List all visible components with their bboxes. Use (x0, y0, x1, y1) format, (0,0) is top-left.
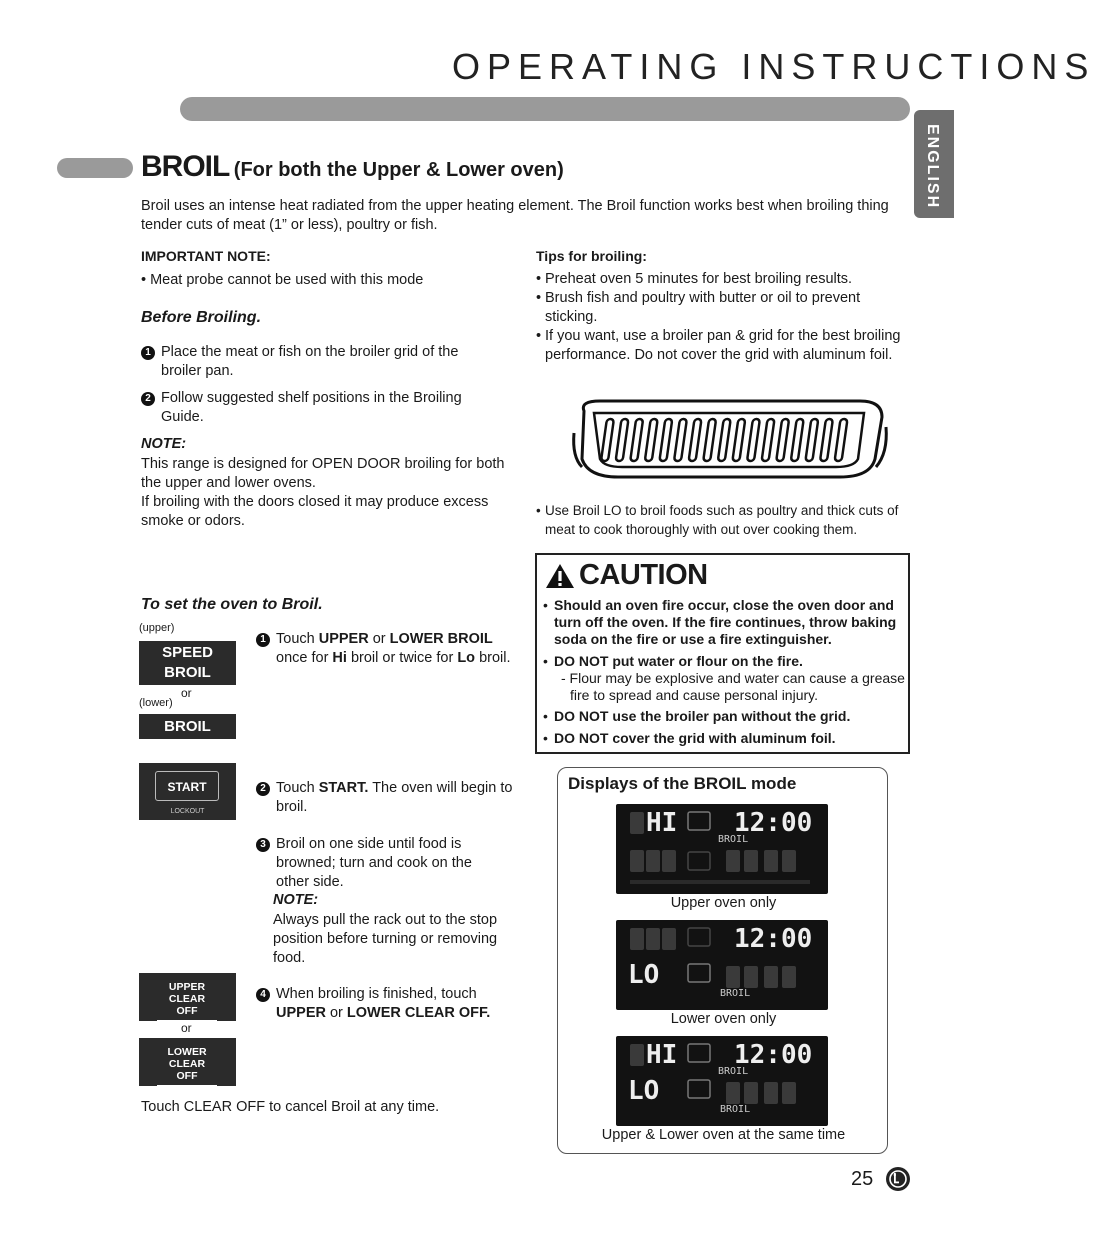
display-caption: Upper & Lower oven at the same time (601, 1127, 846, 1143)
display-mode: BROIL (720, 988, 751, 999)
before-step-text: Follow suggested shelf positions in the Broiling Guide. (161, 390, 462, 425)
display-mode: BROIL (718, 1066, 749, 1077)
before-step-1 (141, 343, 501, 381)
step-number: 4 (256, 988, 270, 1002)
broiler-pan-illustration (570, 397, 890, 483)
section-pill (57, 158, 133, 178)
step-number: 2 (256, 782, 270, 796)
broil-button[interactable]: BROIL (139, 714, 236, 739)
display-hi: HI (646, 808, 678, 838)
display-mode: BROIL (718, 834, 749, 845)
speed-broil-button[interactable]: SPEED BROIL (139, 641, 236, 685)
tip-item: • Preheat oven 5 minutes for best broiling results. (536, 270, 906, 289)
caution-sub-item: - Flour may be explosive and water can cause a grease fire to spread and cause personal injury. (561, 670, 905, 703)
set-step-3-text: Broil on one side until food is browned; turn and cook on the other side. (276, 836, 472, 890)
warning-icon (545, 563, 575, 589)
start-button[interactable]: START LOCKOUT (139, 763, 236, 820)
important-heading: IMPORTANT NOTE: (141, 248, 271, 264)
display-lo: LO (628, 960, 660, 990)
lg-logo-icon (885, 1166, 911, 1192)
tips-list (536, 270, 906, 365)
step3-note-heading: NOTE: (273, 892, 319, 908)
set-step-4 (256, 985, 518, 1023)
upper-label: (upper) (139, 622, 175, 634)
clear-off-footer: Touch CLEAR OFF to cancel Broil at any time. (141, 1099, 440, 1115)
set-step-3 (256, 835, 506, 892)
set-step-4-text: When broiling is finished, touch UPPER or LOWER CLEAR OFF. (276, 986, 491, 1021)
display-caption: Upper oven only (670, 895, 777, 911)
display-panel-lower (616, 920, 828, 1010)
display-time: 12:00 (734, 1040, 813, 1070)
or-label: or (181, 686, 192, 700)
important-item: • Meat probe cannot be used with this mode (141, 272, 424, 288)
caution-list (543, 597, 905, 752)
display-hi: HI (646, 1040, 678, 1070)
lower-label: (lower) (139, 697, 173, 709)
set-step-2 (256, 779, 518, 817)
displays-box (557, 767, 888, 1154)
before-step-2 (141, 389, 501, 427)
step-number: 1 (141, 346, 155, 360)
display-mode: BROIL (720, 1104, 751, 1115)
displays-heading: Displays of the BROIL mode (568, 774, 797, 793)
before-note-text-2: If broiling with the doors closed it may produce excess smoke or odors. (141, 494, 489, 529)
before-note-heading: NOTE: (141, 436, 187, 452)
page-number: 25 (851, 1168, 874, 1190)
section-title (141, 150, 564, 184)
section-title-sub: (For both the Upper & Lower oven) (233, 159, 564, 181)
set-step-2-text: Touch START. The oven will begin to broil. (276, 780, 513, 815)
tip-item: • Brush fish and poultry with butter or oil to prevent sticking. (536, 289, 906, 327)
broil-lo-note: • Use Broil LO to broil foods such as poultry and thick cuts of meat to cook thoroughly with out over cooking them. (536, 501, 906, 539)
lockout-label: LOCKOUT (170, 808, 205, 815)
display-panel-both (616, 1036, 828, 1126)
intro-text: Broil uses an intense heat radiated from the upper heating element. The Broil function works best when broiling thing tender cuts of meat (1” or less), poultry or fish. (141, 198, 889, 233)
caution-item: • Should an oven fire occur, close the oven door and turn off the oven. If the fire continues, throw baking soda on the fire or use a fire extinguisher. (543, 597, 905, 648)
step-number: 2 (141, 392, 155, 406)
display-lo: LO (628, 1076, 660, 1106)
step-number: 3 (256, 838, 270, 852)
language-tab-label: ENGLISH (924, 124, 941, 210)
caution-item: • DO NOT put water or flour on the fire. - Flour may be explosive and water can cause a grease fire to spread and cause personal injury. (543, 653, 905, 704)
lower-clear-off-button[interactable]: LOWER CLEAR OFF (139, 1038, 236, 1086)
tip-item: • If you want, use a broiler pan & grid for the best broiling performance. Do not cover the grid with aluminum foil. (536, 327, 906, 365)
set-oven-heading: To set the oven to Broil. (141, 596, 323, 613)
tips-heading: Tips for broiling: (536, 248, 647, 264)
page-title: OPERATING INSTRUCTIONS (452, 46, 1095, 87)
step-number: 1 (256, 633, 270, 647)
display-time: 12:00 (734, 924, 813, 954)
upper-clear-off-button[interactable]: UPPER CLEAR OFF (139, 973, 236, 1021)
before-note-text: This range is designed for OPEN DOOR broiling for both the upper and lower ovens. (141, 456, 505, 491)
caution-item: • DO NOT cover the grid with aluminum foil. (543, 730, 905, 747)
display-panel-upper (616, 804, 828, 894)
or-label: or (181, 1021, 192, 1035)
caution-item: • DO NOT use the broiler pan without the grid. (543, 708, 905, 725)
step3-note-text: Always pull the rack out to the stop position before turning or removing food. (273, 912, 498, 966)
language-tab (914, 110, 954, 218)
caution-heading (545, 559, 708, 592)
caution-box (535, 553, 910, 754)
title-bar (180, 97, 910, 121)
set-step-1-text: Touch UPPER or LOWER BROIL once for Hi broil or twice for Lo broil. (276, 631, 511, 666)
display-time: 12:00 (734, 808, 813, 838)
before-heading: Before Broiling. (141, 309, 262, 326)
before-step-text: Place the meat or fish on the broiler grid of the broiler pan. (161, 344, 459, 379)
set-step-1 (256, 630, 516, 668)
caution-title: CAUTION (579, 559, 708, 591)
section-title-main: BROIL (141, 150, 230, 183)
display-caption: Lower oven only (670, 1011, 777, 1027)
